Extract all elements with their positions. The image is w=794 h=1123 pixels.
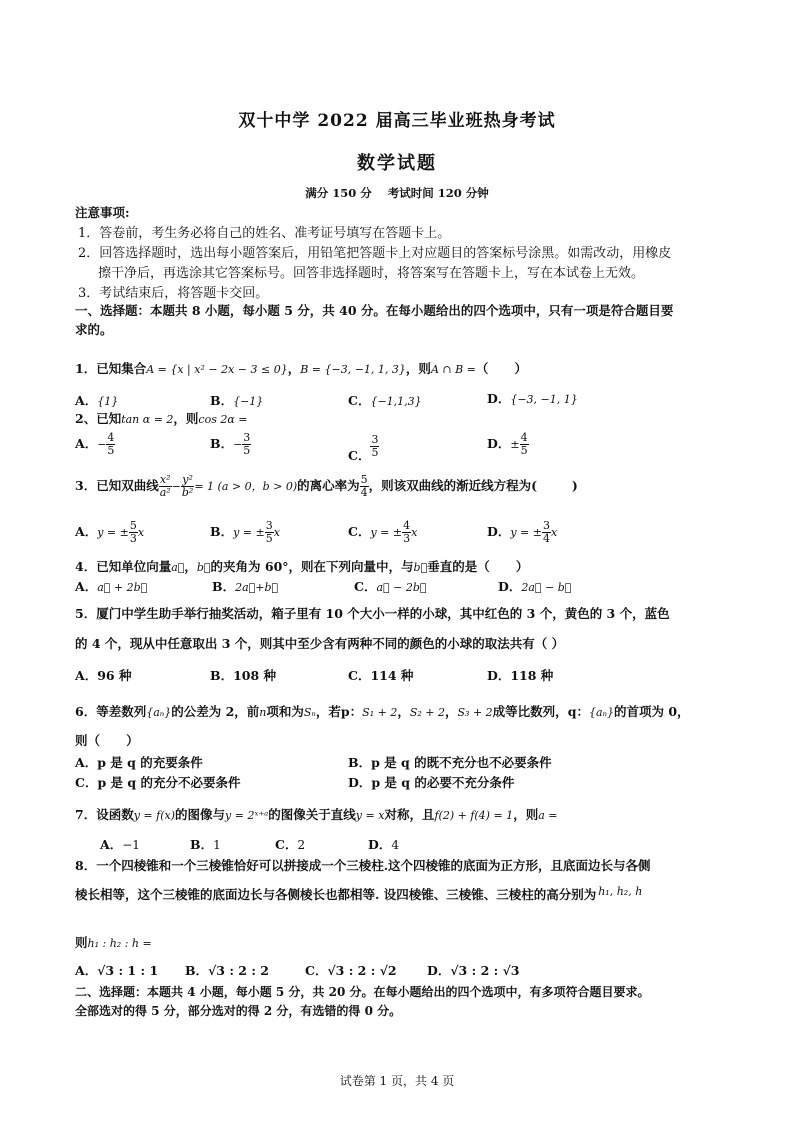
exam-meta: 满分 150 分 考试时间 120 分钟: [305, 186, 489, 200]
q1-end: （ ）: [475, 361, 528, 376]
q4-c-value: a⃗ − 2b⃗: [376, 581, 427, 594]
q3-e-num: 5: [360, 473, 368, 486]
section2-line2: 全部选对的得 5 分，部分选对的得 2 分，有选错的得 0 分。: [75, 1004, 402, 1018]
q3-y2: y²: [182, 473, 193, 486]
q5-option-c: C．114 种: [348, 668, 414, 683]
q6-mid: 的公差为 2，前: [171, 704, 260, 719]
q6-p: p: [340, 704, 350, 719]
q1-a-value: {1}: [97, 395, 119, 408]
section1-line1: 一、选择题：本题共 8 小题，每小题 5 分，共 40 分。在每小题给出的四个选项中，只有一项是符合题目要: [75, 303, 674, 318]
section1-line2: 求的。: [75, 322, 113, 337]
note-2a: 2．回答选择题时，选出每小题答案后，用铅笔把答题卡上对应题目的答案标号涂黑。如需改动，用橡皮: [78, 246, 672, 261]
q2-d-sign: ±: [510, 438, 520, 451]
q4-option-b: [212, 577, 278, 595]
q3-option-d: [487, 520, 557, 545]
q8-option-d: D．√3 : 2 : √3: [427, 963, 520, 978]
q7-option-d: [368, 835, 399, 853]
q6-mid3: ，若: [315, 704, 341, 719]
q2-option-b: [210, 432, 251, 457]
q6-mid2: 项和为: [266, 704, 304, 719]
q7-b-label: B．: [190, 837, 214, 852]
question-8-line3: [75, 933, 152, 951]
q3-option-a: [75, 520, 144, 545]
q7-c-label: C．: [275, 837, 298, 852]
q2-c-label: C．: [348, 448, 371, 463]
q7-line: y = x: [355, 809, 385, 822]
q7-option-a: [100, 835, 140, 853]
q8-text-b: 棱长相等，这个三棱锥的底面边长与各侧棱长也都相等. 设四棱锥、三棱锥、三棱柱的高分别为: [75, 887, 597, 902]
q4-option-d: [498, 577, 571, 595]
q3-c-label: C．: [348, 524, 371, 539]
q1-option-a: [75, 391, 118, 409]
section2-line1: 二、选择题：本题共 4 小题，每小题 5 分，共 20 分。在每小题给出的四个选项中，有多项符合题目要求。: [75, 985, 650, 999]
q7-mid: 的图像与: [175, 807, 226, 822]
q2-a-num: 4: [107, 431, 115, 444]
q3-c-x: x: [411, 526, 418, 539]
q1-option-d: [487, 389, 578, 407]
q2-option-d: [487, 432, 529, 457]
q1-mid: ，: [287, 361, 301, 376]
q4-pre: 4．已知单位向量: [75, 559, 172, 574]
q3-b-x: x: [273, 526, 280, 539]
q2-a-label: A．: [75, 436, 98, 451]
question-5-line2: 的 4 个，现从中任意取出 3 个，则其中至少含有两种不同的颜色的小球的取法共有（ ）: [75, 636, 565, 651]
question-2: [75, 409, 248, 427]
question-8-line2: [75, 885, 642, 903]
q3-minus: −: [171, 480, 181, 493]
q4-mid: 的夹角为 60°，则在下列向量中，与: [210, 559, 414, 574]
q1-option-c: [348, 391, 422, 409]
q7-a-value: −1: [122, 838, 140, 852]
q7-b-value: 1: [213, 838, 221, 852]
q5-option-b: B．108 种: [210, 668, 277, 683]
question-5-line1: 5．厦门中学生助手举行抽奖活动，箱子里有 10 个大小一样的小球，其中红色的 3 个，黄色的 3 个，蓝色: [75, 606, 670, 621]
q7-f: y = f(x): [133, 809, 175, 822]
q1-d-value: {−3, −1, 1}: [510, 393, 578, 406]
q6-q: q: [567, 704, 577, 719]
q6-option-c: C．p 是 q 的充分不必要条件: [75, 775, 241, 790]
q5-option-a: A．96 种: [75, 668, 132, 683]
q3-pre: 3．已知双曲线: [75, 478, 159, 493]
q1-b-value: {−1}: [233, 395, 264, 408]
q3-option-b: [210, 520, 280, 545]
q4-end: 垂直的是（ ）: [427, 559, 529, 574]
q7-pre: 7．设函数: [75, 807, 134, 822]
q1-mid2: ，则: [405, 361, 431, 376]
q2-d-den: 5: [520, 444, 528, 457]
q3-b-den: 5: [265, 532, 273, 545]
q6-s3: S₃ + 2: [457, 706, 493, 719]
q6-seq: {aₙ}: [146, 706, 172, 719]
q6-c1: ，: [397, 704, 410, 719]
q6-mid6: ：: [576, 704, 589, 719]
q7-g: y = 2ˣ⁺ᵃ: [225, 809, 269, 822]
q2-b-num: 3: [243, 431, 251, 444]
q3-a-x: x: [137, 526, 145, 539]
q3-c-pre: y = ±: [370, 526, 403, 539]
q1-c-value: {−1,1,3}: [370, 395, 422, 408]
q3-e-den: 4: [360, 486, 368, 499]
q4-vec-a: a⃗: [171, 561, 185, 574]
q1-a-label: A．: [75, 393, 98, 408]
q4-d-label: D．: [498, 579, 522, 594]
q6-c2: ，: [445, 704, 458, 719]
q1-option-b: [210, 391, 263, 409]
q4-b-label: B．: [212, 579, 236, 594]
q3-mid: 的离心率为: [297, 478, 360, 493]
q6-seq2: {aₙ}: [588, 706, 614, 719]
q8-option-c: C．√3 : 2 : √2: [305, 963, 397, 978]
note-3: 3．考试结束后，将答题卡交回。: [78, 286, 269, 301]
q6-then: 则（ ）: [75, 733, 139, 748]
q4-vec-b: b⃗: [196, 561, 211, 574]
q2-option-c: [348, 433, 379, 463]
q3-end: ，则该双曲线的渐近线方程为( ): [368, 478, 578, 493]
exam-title: 双十中学 2022 届高三毕业班热身考试: [238, 111, 556, 131]
q4-option-c: [354, 577, 426, 595]
q6-mid5: 成等比数列，: [492, 704, 568, 719]
q2-pre: 2、已知: [75, 411, 122, 426]
q3-d-label: D．: [487, 524, 511, 539]
q1-d-label: D．: [487, 391, 511, 406]
q4-a-value: a⃗ + 2b⃗: [97, 581, 148, 594]
page-footer: 试卷第 1 页，共 4 页: [339, 1074, 455, 1088]
q3-d-num: 3: [543, 519, 550, 532]
q3-d-den: 4: [543, 532, 550, 545]
q2-b-den: 5: [243, 444, 251, 457]
q6-end: 的首项为 0，: [613, 704, 690, 719]
q4-c-label: C．: [354, 579, 377, 594]
q1-b-label: B．: [210, 393, 234, 408]
q3-x2: x²: [159, 473, 171, 486]
q5-option-d: D．118 种: [487, 668, 554, 683]
q8-option-b: B．√3 : 2 : 2: [185, 963, 270, 978]
q3-b-label: B．: [210, 524, 234, 539]
q7-option-c: [275, 835, 305, 853]
q3-b-pre: y = ±: [233, 526, 265, 539]
q6-mid4: ：: [349, 704, 363, 719]
q1-pre: 1．已知集合: [75, 361, 147, 376]
q2-a-den: 5: [107, 444, 115, 457]
q3-cond: = 1 (a > 0，b > 0): [194, 480, 298, 493]
q2-cond: tan α = 2: [121, 413, 174, 426]
q3-a-den: 3: [129, 532, 137, 545]
question-7: [75, 805, 557, 823]
q1-setA: A = {x | x² − 2x − 3 ≤ 0}: [146, 363, 288, 376]
q2-d-label: D．: [487, 436, 511, 451]
q2-a-sign: −: [97, 438, 107, 451]
q6-option-b: B．p 是 q 的既不充分也不必要条件: [348, 755, 552, 770]
q3-a-label: A．: [75, 524, 98, 539]
q6-sn: Sₙ: [303, 706, 316, 719]
q8-option-a: A．√3 : 1 : 1: [75, 963, 159, 978]
q1-setB: B = {−3, −1, 1, 3}: [300, 363, 406, 376]
q6-option-d: D．p 是 q 的必要不充分条件: [348, 775, 515, 790]
q3-a-pre: y = ±: [97, 526, 129, 539]
q3-c-den: 3: [403, 532, 411, 545]
q1-expr: A ∩ B =: [430, 363, 476, 376]
q2-c-num: 3: [371, 433, 379, 446]
q7-mid3: 对称，且: [384, 807, 435, 822]
q7-d-value: 4: [391, 838, 399, 852]
q6-s1: S₁ + 2: [362, 706, 398, 719]
q3-b2: b²: [181, 486, 194, 499]
q2-mid: ，则: [173, 411, 199, 426]
q7-cond: f(2) + f(4) = 1: [434, 809, 514, 822]
q4-b-value: 2a⃗+b⃗: [235, 581, 279, 594]
q1-c-label: C．: [348, 393, 371, 408]
note-2b: 擦干净后，再选涂其它答案标号。回答非选择题时，将答案写在答题卡上，写在本试卷上无效。: [98, 266, 645, 281]
q7-c-value: 2: [297, 838, 306, 852]
notes-heading: 注意事项:: [75, 205, 130, 220]
q7-option-b: [190, 835, 221, 853]
q3-d-pre: y = ±: [510, 526, 542, 539]
q4-a-label: A．: [75, 579, 98, 594]
q7-end: a =: [538, 809, 558, 822]
subject-title: 数学试题: [357, 153, 437, 174]
q6-s2: S₂ + 2: [409, 706, 445, 719]
q6-option-a: A．p 是 q 的充要条件: [75, 755, 203, 770]
q3-c-num: 4: [403, 519, 411, 532]
q2-c-den: 5: [371, 446, 379, 459]
q2-d-num: 4: [520, 431, 528, 444]
q2-b-label: B．: [210, 436, 234, 451]
q8-heights: h₁, h₂, h: [598, 885, 643, 898]
q6-n: n: [259, 706, 267, 719]
q3-b-num: 3: [265, 519, 273, 532]
q6-pre: 6．等差数列: [75, 704, 147, 719]
question-1: [75, 359, 527, 377]
question-6: [75, 702, 690, 720]
q4-vec-b2: b⃗: [413, 561, 428, 574]
q8-text-c: 则: [75, 935, 88, 950]
question-4: [75, 557, 528, 575]
q3-option-c: [348, 520, 417, 545]
q4-d-value: 2a⃗ − b⃗: [521, 581, 572, 594]
q7-d-label: D．: [368, 837, 392, 852]
q3-a2: a²: [159, 486, 171, 499]
question-3: [75, 474, 578, 499]
q2-b-sign: −: [233, 438, 243, 451]
q7-mid4: ，则: [513, 807, 539, 822]
note-1: 1．答卷前，考生务必将自己的姓名、准考证号填写在答题卡上。: [78, 226, 451, 241]
q3-d-x: x: [551, 526, 558, 539]
q2-option-a: [75, 432, 115, 457]
q3-a-num: 5: [129, 519, 137, 532]
q2-expr: cos 2α =: [198, 413, 248, 426]
q7-mid2: 的图像关于直线: [268, 807, 356, 822]
question-8-line1: 8．一个四棱锥和一个三棱锥恰好可以拼接成一个三棱柱.这个四棱锥的底面为正方形，且底面边长与各侧: [75, 858, 651, 873]
q8-ratio: h₁ : h₂ : h =: [87, 937, 152, 950]
q7-a-label: A．: [100, 837, 123, 852]
q4-option-a: [75, 577, 147, 595]
q4-sep: ，: [184, 559, 197, 574]
